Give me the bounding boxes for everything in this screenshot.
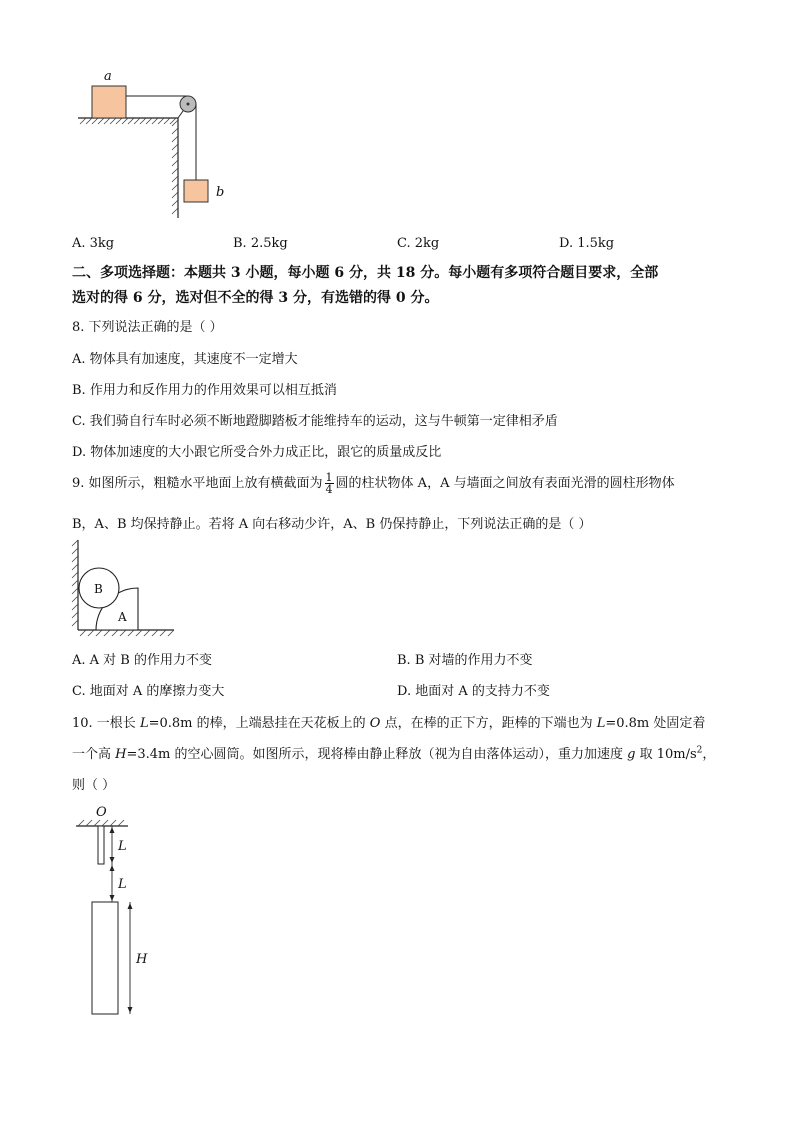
q7-option-d: D. 1.5kg — [559, 236, 615, 251]
rod — [98, 826, 104, 864]
q10-stem-line1: 10. 一根长 L=0.8m 的棒，上端悬挂在天花板上的 O 点，在棒的正下方，距棒的下端也为 L=0.8m 处固定着 — [72, 716, 706, 731]
q9-option-c: C. 地面对 A 的摩擦力变大 — [72, 684, 225, 699]
q9-stem-pre: 9. 如图所示，粗糙水平地面上放有横截面为 — [72, 476, 323, 491]
label-l-gap: L — [118, 877, 127, 892]
label-l-rod: L — [118, 839, 127, 854]
q10-stem-line2: 一个高 H=3.4m 的空心圆筒。如图所示，现将棒由静止释放（视为自由落体运动），重力加速度 g 取 $10m/s^2$， — [72, 745, 716, 762]
pulley-figure — [70, 60, 240, 225]
label-a: A — [118, 610, 127, 624]
q9-option-a: A. A 对 B 的作用力不变 — [72, 653, 212, 668]
section2-heading-line1: 二、多项选择题：本题共 3 小题，每小题 6 分，共 18 分。每小题有多项符合题目要求，全部 — [72, 265, 659, 281]
q8-stem: 8. 下列说法正确的是（ ） — [72, 320, 223, 335]
rod-tube-figure — [68, 800, 168, 1020]
label-b: b — [216, 185, 225, 200]
quarter-fraction: $\frac{1}{4}$ — [325, 471, 333, 496]
q9-option-d: D. 地面对 A 的支持力不变 — [397, 684, 550, 699]
q8-option-b: B. 作用力和反作用力的作用效果可以相互抵消 — [72, 383, 337, 398]
q7-option-a: A. 3kg — [72, 236, 115, 251]
q9-option-b: B. B 对墙的作用力不变 — [397, 653, 533, 668]
label-a: a — [104, 69, 112, 84]
q9-stem-line1 — [72, 470, 675, 498]
q8-option-d: D. 物体加速度的大小跟它所受合外力成正比，跟它的质量成反比 — [72, 445, 442, 460]
q9-stem-post: 圆的柱状物体 A，A 与墙面之间放有表面光滑的圆柱形物体 — [335, 476, 675, 491]
q8-option-a: A. 物体具有加速度，其速度不一定增大 — [72, 352, 298, 367]
block-b — [184, 180, 208, 202]
q7-option-b: B. 2.5kg — [233, 236, 288, 251]
section2-heading-line2: 选对的得 6 分，选对但不全的得 3 分，有选错的得 0 分。 — [72, 290, 439, 306]
q9-stem-line2: B，A、B 均保持静止。若将 A 向右移动少许，A、B 仍保持静止，下列说法正确的是（ ） — [72, 517, 592, 532]
label-o: O — [96, 805, 107, 820]
quarter-cylinder-figure — [68, 536, 178, 640]
label-b: B — [94, 582, 103, 596]
q7-option-c: C. 2kg — [397, 236, 440, 251]
hollow-tube — [92, 902, 118, 1014]
label-h: H — [136, 952, 148, 967]
block-a — [92, 86, 126, 118]
q8-option-c: C. 我们骑自行车时必须不断地蹬脚踏板才能维持车的运动，这与牛顿第一定律相矛盾 — [72, 414, 558, 429]
q10-stem-line3: 则（ ） — [72, 778, 116, 793]
